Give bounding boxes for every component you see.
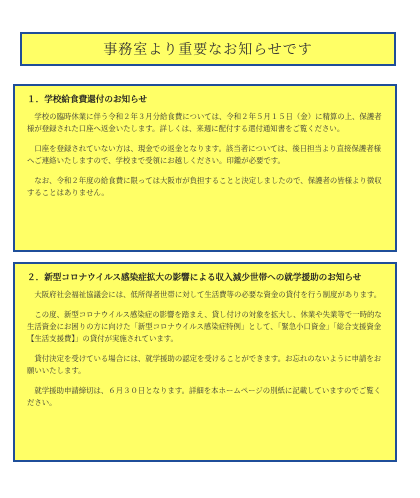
section-heading: １．学校給食費還付のお知らせ bbox=[27, 95, 148, 105]
paragraph: この度、新型コロナウイルス感染症の影響を踏まえ、貸し付けの対象を拡大し、休業や失業等で一時的な生活資金にお困りの方に向けた「新型コロナウイルス感染症特例」として、「緊急小口資金」「総合支援資金【生活支援費】」の貸付が実施されています。 bbox=[27, 310, 382, 343]
section-school-aid bbox=[13, 262, 397, 462]
section-heading: ２．新型コロナウイルス感染症拡大の影響による収入減少世帯への就学援助のお知らせ bbox=[27, 273, 362, 283]
paragraph: 学校の臨時休業に伴う令和２年３月分給食費については、令和２年５月１５日（金）に精算の上、保護者様が登録された口座へ返金いたします。詳しくは、来週に配付する還付通知書をご覧ください。 bbox=[27, 112, 382, 133]
section-school-lunch-refund bbox=[13, 84, 397, 252]
paragraph: 就学援助申請締切は、６月３０日となります。詳細を本ホームページの別紙に記載していますのでご覧ください。 bbox=[27, 386, 382, 407]
paragraph: 口座を登録されていない方は、現金での返金となります。該当者については、後日担当より直接保護者様へご連絡いたしますので、学校まで受領にお越しください。印鑑が必要です。 bbox=[27, 144, 382, 165]
page-title: 事務室より重要なお知らせです bbox=[103, 42, 313, 58]
notice-title-box bbox=[20, 32, 396, 66]
paragraph: 大阪府社会福祉協議会には、低所得者世帯に対して生活費等の必要な資金の貸付を行う制度があります。 bbox=[34, 290, 382, 299]
paragraph: 貸付決定を受けている場合には、就学援助の認定を受けることができます。お忘れのないように申請をお願いいたします。 bbox=[27, 354, 382, 375]
paragraph: なお、令和２年度の給食費に限っては大阪市が負担することと決定しましたので、保護者の皆様より徴収することはありません。 bbox=[27, 176, 382, 197]
